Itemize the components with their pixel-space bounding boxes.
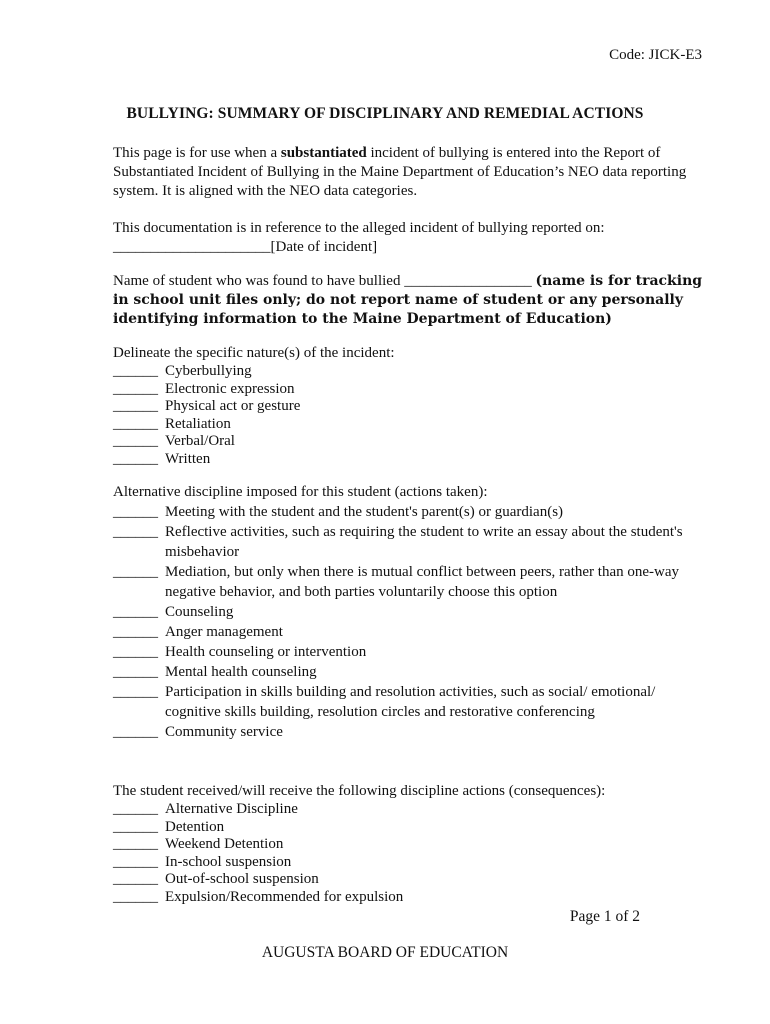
alternative-item <box>113 502 713 522</box>
nature-item-label: Electronic expression <box>165 380 295 397</box>
nature-blank[interactable]: ______ <box>113 380 158 397</box>
document-code: Code: JICK-E3 <box>609 47 702 63</box>
nature-item <box>113 433 713 451</box>
intro-text-after: incident of bullying is entered into the Report of Substantiated Incident of Bullying in the Maine Department of Education’s NEO data reporting system. It is aligned with the NEO data categories. <box>113 145 687 199</box>
consequence-blank[interactable]: ______ <box>113 818 158 835</box>
alternative-item-label: Mental health counseling <box>165 664 317 680</box>
alternative-item-label: Meeting with the student and the student's parent(s) or guardian(s) <box>165 504 564 520</box>
alternative-item-label: Community service <box>165 724 283 740</box>
nature-item-label: Cyberbullying <box>165 363 252 379</box>
intro-text-bold: substantiated <box>280 145 367 161</box>
alternative-blank[interactable]: ______ <box>113 724 158 740</box>
alternative-item <box>113 682 713 722</box>
nature-blank[interactable]: ______ <box>113 415 158 432</box>
consequence-item <box>113 819 713 837</box>
alternative-item <box>113 662 713 682</box>
alternative-item-label: Participation in skills building and resolution activities, such as social/ emotional/ cognitive skills building, resolution circles and restorative conferencing <box>165 684 656 720</box>
nature-blank[interactable]: ______ <box>113 433 158 450</box>
consequence-item-label: Out-of-school suspension <box>165 871 319 888</box>
intro-paragraph <box>113 144 713 201</box>
alternative-item-label: Health counseling or intervention <box>165 644 367 660</box>
alternative-blank[interactable]: ______ <box>113 524 158 540</box>
page-number: Page 1 of 2 <box>569 908 640 925</box>
alternative-item-label: Reflective activities, such as requiring the student to write an essay about the student's misbehavior <box>165 524 683 560</box>
nature-item <box>113 416 713 434</box>
reference-paragraph <box>113 219 713 257</box>
alternative-item-label: Anger management <box>165 624 283 640</box>
consequence-item-label: Detention <box>165 818 225 835</box>
student-name-paragraph <box>113 272 713 329</box>
alternative-item-label: Mediation, but only when there is mutual conflict between peers, rather than one-way negative behavior, and both parties voluntarily choose this option <box>165 564 679 600</box>
footer-organization: AUGUSTA BOARD OF EDUCATION <box>261 944 509 961</box>
nature-section <box>113 344 713 469</box>
student-name-label: Name of student who was found to have bullied _________________ <box>113 273 536 289</box>
alternative-item <box>113 522 713 562</box>
alternative-section <box>113 483 713 742</box>
alternative-list <box>113 502 713 742</box>
alternative-item <box>113 642 713 662</box>
consequence-blank[interactable]: ______ <box>113 836 158 853</box>
reference-date-line: _____________________[Date of incident] <box>113 239 378 255</box>
nature-item <box>113 451 713 469</box>
alternative-blank[interactable]: ______ <box>113 664 158 680</box>
alternative-blank[interactable]: ______ <box>113 604 158 620</box>
intro-text-before: This page is for use when a <box>113 145 281 161</box>
consequence-item <box>113 889 713 907</box>
alternative-blank[interactable]: ______ <box>113 624 158 640</box>
nature-item-label: Written <box>165 450 211 467</box>
consequence-item <box>113 854 713 872</box>
consequence-blank[interactable]: ______ <box>113 888 158 905</box>
consequence-item <box>113 801 713 819</box>
page-title: BULLYING: SUMMARY OF DISCIPLINARY AND REMEDIAL ACTIONS <box>126 105 644 122</box>
alternative-blank[interactable]: ______ <box>113 644 158 660</box>
alternative-item <box>113 602 713 622</box>
reference-line-1: This documentation is in reference to the alleged incident of bullying reported on: <box>113 220 605 236</box>
nature-item-label: Verbal/Oral <box>165 433 235 450</box>
consequences-section <box>113 782 713 907</box>
consequence-item-label: In-school suspension <box>165 853 292 870</box>
consequences-heading: The student received/will receive the following discipline actions (consequences): <box>113 783 606 799</box>
consequence-item-label: Weekend Detention <box>165 836 284 853</box>
consequence-blank[interactable]: ______ <box>113 853 158 870</box>
nature-item <box>113 363 713 381</box>
nature-item <box>113 398 713 416</box>
consequences-list <box>113 801 713 907</box>
consequence-item-label: Alternative Discipline <box>165 801 298 817</box>
nature-heading: Delineate the specific nature(s) of the incident: <box>113 345 395 361</box>
consequence-item <box>113 871 713 889</box>
nature-blank[interactable]: ______ <box>113 363 158 379</box>
alternative-blank[interactable]: ______ <box>113 684 158 700</box>
nature-blank[interactable]: ______ <box>113 450 158 467</box>
consequence-item-label: Expulsion/Recommended for expulsion <box>165 888 404 905</box>
consequence-item <box>113 836 713 854</box>
student-name-note: (name is for tracking in school unit files only; do not report name of student or any personally identifying information to the Maine Department of Education) <box>113 273 703 327</box>
nature-list <box>113 363 713 469</box>
alternative-item <box>113 622 713 642</box>
alternative-item <box>113 722 713 742</box>
alternative-blank[interactable]: ______ <box>113 564 158 580</box>
alternative-heading: Alternative discipline imposed for this student (actions taken): <box>113 484 488 500</box>
consequence-blank[interactable]: ______ <box>113 801 158 817</box>
consequence-blank[interactable]: ______ <box>113 871 158 888</box>
nature-item-label: Retaliation <box>165 415 231 432</box>
alternative-item <box>113 562 713 602</box>
alternative-blank[interactable]: ______ <box>113 504 158 520</box>
nature-item <box>113 381 713 399</box>
nature-item-label: Physical act or gesture <box>165 398 301 415</box>
nature-blank[interactable]: ______ <box>113 398 158 415</box>
alternative-item-label: Counseling <box>165 604 234 620</box>
